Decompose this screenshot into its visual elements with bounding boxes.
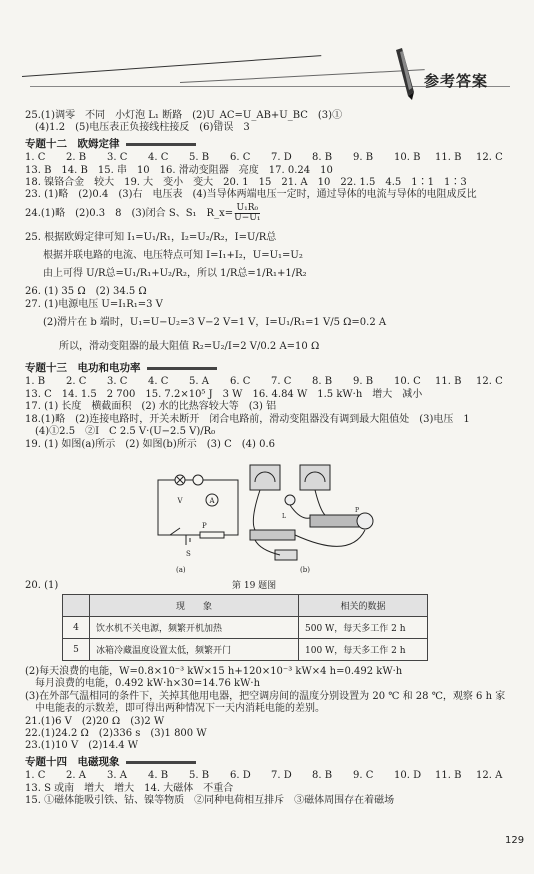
phenomena-table <box>62 594 428 661</box>
answer-line: 21.(1)6 V (2)20 Ω (3)2 W <box>25 715 165 727</box>
mc-row <box>25 152 520 164</box>
mc-answer: 12. C <box>476 376 503 388</box>
answer-line: 18. 镍铬合金 较大 19. 大 变小 变大 20. 1 15 21. A 10 22. 1.5 4.5 1∶1 1∶3 <box>25 177 467 189</box>
mc-answer: 10. B <box>394 152 421 164</box>
mc-answer: 9. B <box>353 152 374 164</box>
mc-answer: 8. B <box>312 376 333 388</box>
circuit-figure <box>150 460 390 575</box>
mc-answer: 7. D <box>271 770 292 782</box>
svg-text:V: V <box>177 497 183 505</box>
mc-answer: 3. A <box>107 770 127 782</box>
answer-line: 22.(1)24.2 Ω (2)336 s (3)1 800 W <box>25 728 207 740</box>
header-rule <box>180 69 425 83</box>
answer-content <box>25 110 520 451</box>
answer-line: (2)滑片在 b 端时，U₁=U−U₂=3 V−2 V=1 V，I=U₁/R₁=1 V/5 Ω=0.2 A <box>43 316 387 328</box>
answer-line: 15. ①磁体能吸引铁、钴、镍等物质 ②同种电荷相互排斥 ③磁体周围存在着磁场 <box>25 795 395 807</box>
mc-row <box>25 376 520 388</box>
figure-b-label: (b) <box>300 566 310 574</box>
mc-answer: 6. C <box>230 376 251 388</box>
mc-answer: 6. C <box>230 152 251 164</box>
mc-answer: 12. C <box>476 152 503 164</box>
header-rule <box>22 55 321 77</box>
mc-answer: 1. C <box>25 770 46 782</box>
svg-text:S: S <box>186 550 191 558</box>
svg-text:P: P <box>202 522 207 530</box>
mc-answer: 12. A <box>476 770 503 782</box>
answer-line: 25.(1)调零 不同 小灯泡 L₁ 断路 (2)U_AC=U_AB+U_BC (3)① <box>25 110 343 121</box>
answer-line: 13. B 14. B 15. 串 10 16. 滑动变阻器 亮度 17. 0.24 10 <box>25 164 333 176</box>
mc-answer: 4. C <box>148 376 169 388</box>
mc-answer: 2. B <box>66 152 87 164</box>
table-header-row: 现 象 相关的数据 <box>63 595 428 617</box>
answer-line: (4)1.2 (5)电压表正负接线柱接反 (6)错误 3 <box>25 122 250 134</box>
mc-answer: 7. D <box>271 152 292 164</box>
svg-text:L: L <box>282 513 286 520</box>
mc-answer: 4. B <box>148 770 169 782</box>
mc-answer: 11. B <box>435 152 462 164</box>
answer-line: 所以，滑动变阻器的最大阻值 R₂=U₂/I=2 V/0.2 A=10 Ω <box>59 340 320 352</box>
answer-line: 23.(1)10 V (2)14.4 W <box>25 740 139 752</box>
section-title: 专题十四 电磁现象 <box>25 756 520 768</box>
answer-line: 26. (1) 35 Ω (2) 34.5 Ω <box>25 286 147 298</box>
table-row: 5 冰箱冷藏温度设置太低，频繁开门 100 W，每天多工作 2 h <box>63 639 428 661</box>
answer-line: 每月浪费的电能，0.492 kW·h×30=14.76 kW·h <box>25 678 261 690</box>
mc-answer: 1. B <box>25 376 46 388</box>
svg-text:P: P <box>355 507 360 514</box>
answer-line: (4)①2.5 ②I C 2.5 V·(U−2.5 V)/R₀ <box>25 426 216 438</box>
answer-line: 中电能表的示数差，即可得出两种情况下一天内消耗电能的差别。 <box>25 703 325 715</box>
answer-line: (2)每天浪费的电能，W=0.8×10⁻³ kW×15 h+120×10⁻³ kW×4 h=0.492 kW·h <box>25 666 403 677</box>
mc-answer: 2. C <box>66 376 87 388</box>
mc-answer: 8. B <box>312 770 333 782</box>
page-header-title: 参考答案 <box>424 72 489 90</box>
answer-line: 19. (1) 如图(a)所示 (2) 如图(b)所示 (3) C (4) 0.6 <box>25 438 275 450</box>
answer-line: 24.(1)略 (2)0.3 8 (3)闭合 S、S₁ R_x= $\frac{\text{U₁R₀}}{\text{U−U₁}}$ <box>25 203 261 224</box>
mc-answer: 3. C <box>107 376 128 388</box>
mc-answer: 10. C <box>394 376 421 388</box>
mc-answer: 3. C <box>107 152 128 164</box>
mc-answer: 10. D <box>394 770 422 782</box>
fraction: $\frac{\text{U₁R₀}}{\text{U−U₁}}$ <box>234 203 261 224</box>
page-number: 129 <box>505 835 525 846</box>
mc-answer: 8. B <box>312 152 333 164</box>
circuit-diagram-a <box>158 475 238 545</box>
figure-caption: 第 19 题图 <box>232 581 277 591</box>
answer-line: 13. C 14. 1.5 2 700 15. 7.2×10⁵ J 3 W 16. 4.84 W 1.5 kW·h 增大 减小 <box>25 388 423 400</box>
mc-answer: 1. C <box>25 152 46 164</box>
mc-answer: 5. B <box>189 152 210 164</box>
section-title: 专题十二 欧姆定律 <box>25 138 520 150</box>
mc-answer: 9. C <box>353 770 374 782</box>
table-row: 4 饮水机不关电源，频繁开机加热 500 W，每天多工作 2 h <box>63 617 428 639</box>
mc-answer: 9. B <box>353 376 374 388</box>
answer-line: 18.(1)略 (2)连接电路时，开关未断开 闭合电路前，滑动变阻器没有调到最大阻值处 (3)电压 1 <box>25 413 470 425</box>
answer-line: 由上可得 U/R总=U₁/R₁+U₂/R₂，所以 1/R总=1/R₁+1/R₂ <box>43 268 307 280</box>
answer-line: 25. 根据欧姆定律可知 I₁=U₁/R₁，I₂=U₂/R₂，I=U/R总 <box>25 231 277 243</box>
mc-answer: 5. A <box>189 376 209 388</box>
mc-answer: 6. D <box>230 770 251 782</box>
answer-line: 根据并联电路的电流、电压特点可知 I=I₁+I₂，U=U₁=U₂ <box>43 249 303 261</box>
answer-content-lower <box>25 666 520 807</box>
mc-answer: 4. C <box>148 152 169 164</box>
mc-answer: 11. B <box>435 376 462 388</box>
mc-answer: 7. C <box>271 376 292 388</box>
q20-label: 20. (1) <box>25 580 59 591</box>
answer-line: 17. (1) 长度 横截面积 (2) 水的比热容较大等 (3) 铝 <box>25 401 277 413</box>
answer-line: 13. S 或南 增大 增大 14. 大磁体 不重合 <box>25 782 234 794</box>
section-title: 专题十三 电功和电功率 <box>25 362 520 374</box>
answer-line: 27. (1)电源电压 U=I₁R₁=3 V <box>25 298 163 310</box>
answer-line: 23. (1)略 (2)0.4 (3)右 电压表 (4)当导体两端电压一定时，通过导体的电流与导体的电阻成反比 <box>25 189 477 201</box>
mc-row <box>25 770 520 782</box>
svg-text:A: A <box>209 497 215 505</box>
mc-answer: 5. B <box>189 770 210 782</box>
figure-a-label: (a) <box>176 566 186 574</box>
mc-answer: 2. A <box>66 770 86 782</box>
answer-line: (3)在外部气温相同的条件下，关掉其他用电器，把空调房间的温度分别设置为 20 ℃ 和 28 ℃，观察 6 h 家 <box>25 690 506 702</box>
mc-answer: 11. B <box>435 770 462 782</box>
pen-icon <box>390 48 418 100</box>
